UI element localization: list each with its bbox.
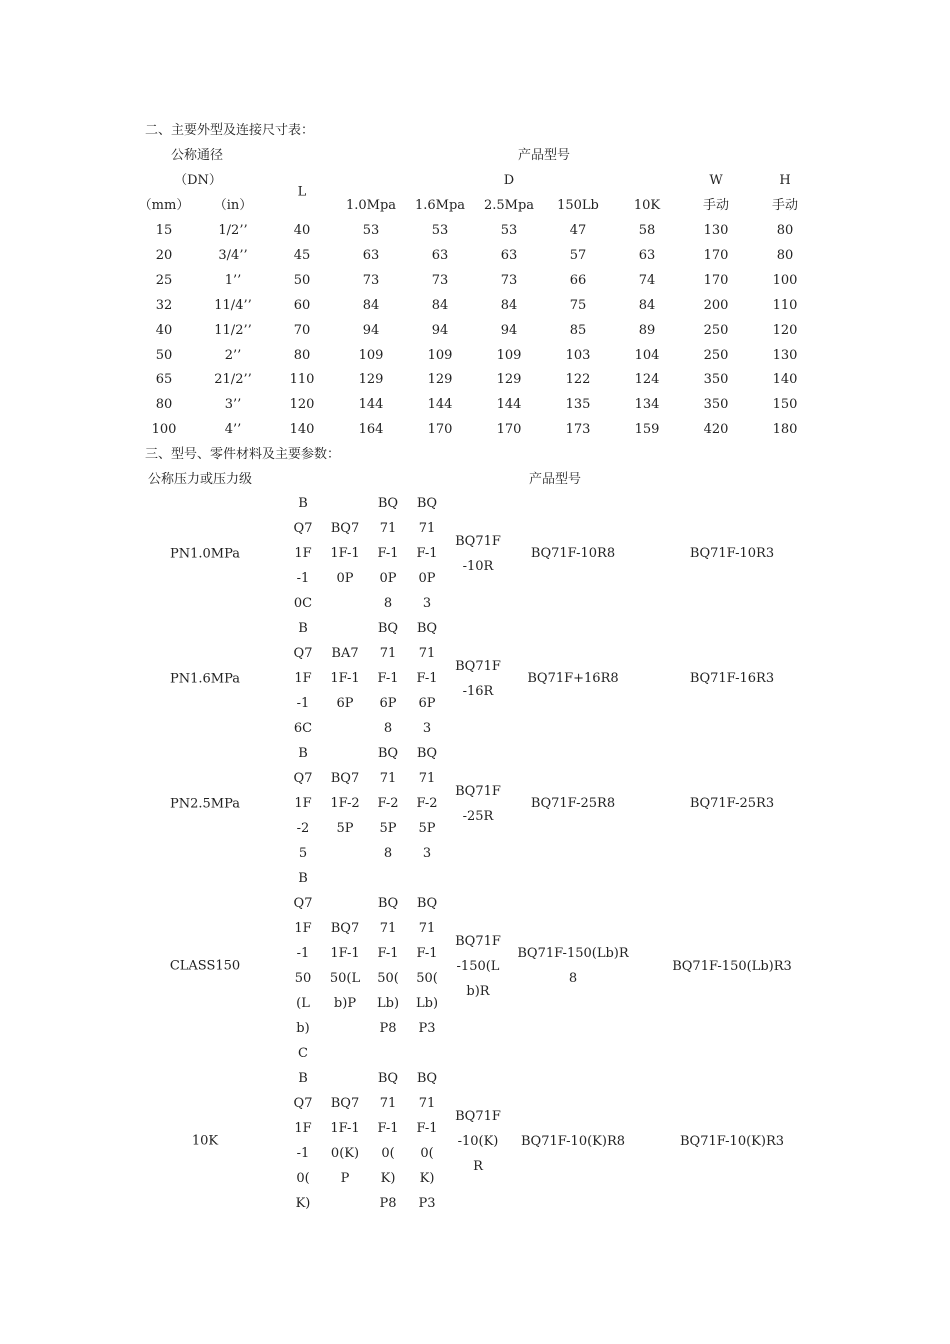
model-code-line: B bbox=[298, 746, 308, 761]
model-code-line: 0P bbox=[336, 571, 354, 586]
cell-d-10k: 58 bbox=[638, 223, 656, 238]
model-code-line: 71 bbox=[418, 771, 436, 786]
cell-d-16: 73 bbox=[431, 272, 449, 288]
d-150lb-header: 150Lb bbox=[557, 198, 599, 213]
model-code-line: F-1 bbox=[377, 671, 399, 686]
cell-dn-in: 1/2’’ bbox=[218, 223, 248, 238]
dn-header: （DN） bbox=[174, 173, 222, 188]
cell-l: 140 bbox=[289, 422, 315, 438]
model-code-line: BQ71F-16R3 bbox=[689, 671, 775, 686]
cell-d-10: 129 bbox=[358, 372, 384, 388]
model-code-line: P3 bbox=[418, 1196, 436, 1211]
cell-d-16: 94 bbox=[431, 322, 449, 338]
cell-dn-in: 11/4’’ bbox=[214, 297, 252, 313]
section3-title: 三、型号、零件材料及主要参数： bbox=[145, 447, 341, 462]
cell-d-10k: 124 bbox=[634, 372, 660, 388]
model-code-line: BQ7 bbox=[330, 1096, 360, 1111]
model-code-line: 5 bbox=[298, 846, 308, 861]
model-code-line: BQ71F-10R8 bbox=[530, 546, 616, 561]
model-cell-c5 bbox=[455, 779, 501, 829]
model-code-line: 6P bbox=[379, 696, 397, 711]
model-code-line: BQ bbox=[377, 1071, 399, 1086]
cell-w: 420 bbox=[703, 422, 729, 438]
mm-header: （mm） bbox=[138, 198, 190, 213]
model-cell-c7 bbox=[680, 1129, 784, 1154]
model-code-line: 1F bbox=[294, 671, 312, 686]
model-code-line: R bbox=[473, 1158, 483, 1174]
model-cell-c1 bbox=[294, 1066, 313, 1216]
model-code-line: F-1 bbox=[377, 946, 399, 961]
model-cell-c6 bbox=[531, 791, 615, 816]
cell-dn-in: 21/2’’ bbox=[214, 372, 252, 388]
d-25mpa-header: 2.5Mpa bbox=[483, 198, 535, 213]
cell-h: 110 bbox=[772, 297, 798, 313]
model-code-line: -150(L bbox=[456, 958, 500, 974]
cell-dn-mm: 65 bbox=[155, 372, 173, 388]
model-group-header: 产品型号 bbox=[517, 148, 571, 163]
model-code-line: 71 bbox=[418, 1096, 436, 1111]
cell-d-10: 73 bbox=[362, 272, 380, 288]
model-code-line: F-2 bbox=[377, 796, 399, 811]
model-code-line: B bbox=[298, 1071, 308, 1086]
model-cell-c4 bbox=[416, 616, 437, 741]
cell-w: 250 bbox=[703, 347, 729, 363]
cell-d-25: 94 bbox=[500, 322, 518, 338]
cell-d-10: 84 bbox=[362, 297, 380, 313]
model-code-line: BQ71F-10(K)R3 bbox=[679, 1133, 785, 1149]
model-code-line: F-1 bbox=[416, 1121, 438, 1136]
model-code-line: Q7 bbox=[293, 896, 313, 911]
model-cell-c6 bbox=[531, 541, 615, 566]
cell-h: 130 bbox=[772, 347, 798, 363]
cell-d-10: 109 bbox=[358, 347, 384, 363]
model-code-line: Q7 bbox=[293, 521, 313, 536]
model-cell-c1 bbox=[294, 866, 313, 1066]
model-code-line: K) bbox=[419, 1171, 435, 1186]
model-cell-c4 bbox=[416, 891, 438, 1041]
model-code-line: BQ71F-10R3 bbox=[689, 546, 775, 561]
cell-dn-in: 4’’ bbox=[224, 422, 242, 438]
cell-dn-mm: 32 bbox=[155, 297, 173, 313]
cell-l: 50 bbox=[293, 272, 311, 288]
h-header: H bbox=[779, 173, 791, 188]
model-code-line: 5P bbox=[379, 821, 397, 836]
model-code-line: F-1 bbox=[416, 946, 438, 961]
cell-d-16: 53 bbox=[431, 223, 449, 238]
cell-dn-mm: 25 bbox=[155, 272, 173, 288]
cell-d-10: 164 bbox=[358, 422, 384, 438]
cell-l: 120 bbox=[289, 397, 315, 413]
model-code-line: 1F bbox=[294, 921, 312, 936]
cell-d-150lb: 103 bbox=[565, 347, 591, 363]
cell-d-16: 129 bbox=[427, 372, 453, 388]
model-code-line: BQ bbox=[416, 896, 438, 911]
model-code-line: b) bbox=[296, 1021, 310, 1036]
model-code-line: 0(K) bbox=[330, 1146, 360, 1161]
cell-d-150lb: 57 bbox=[569, 247, 587, 263]
cell-w: 250 bbox=[703, 322, 729, 338]
model-cell-c5 bbox=[455, 529, 501, 579]
model-code-line: BQ71F bbox=[455, 783, 501, 799]
model-code-line: 50 bbox=[294, 971, 312, 986]
model-code-line: K) bbox=[295, 1196, 311, 1211]
model-code-line: (L bbox=[296, 996, 310, 1011]
model-code-line: BQ bbox=[377, 896, 399, 911]
model-code-line: 1F bbox=[294, 796, 312, 811]
cell-d-150lb: 85 bbox=[569, 322, 587, 338]
model-code-line: b)P bbox=[333, 996, 357, 1011]
model-code-line: 0( bbox=[420, 1146, 434, 1161]
model-cell-c2 bbox=[330, 641, 359, 716]
model-code-line: B bbox=[298, 496, 308, 511]
cell-h: 80 bbox=[776, 223, 794, 238]
model-code-line: 1F-1 bbox=[330, 1121, 360, 1136]
model-cell-c1 bbox=[294, 616, 313, 741]
model-code-line: BQ71F bbox=[455, 933, 501, 949]
model-cell-c7 bbox=[690, 791, 774, 816]
model-code-line: BQ71F-25R8 bbox=[530, 796, 616, 811]
model-code-line: BQ7 bbox=[330, 921, 360, 936]
model-code-line: BQ71F+16R8 bbox=[527, 671, 619, 686]
section2-title: 二、主要外型及连接尺寸表： bbox=[145, 123, 315, 138]
model-cell-c7 bbox=[690, 541, 774, 566]
model-code-line: 50(L bbox=[329, 971, 361, 986]
cell-dn-in: 3’’ bbox=[224, 397, 242, 413]
cell-d-10k: 63 bbox=[638, 247, 656, 263]
model-code-line: BQ71F-150(Lb)R3 bbox=[672, 958, 792, 974]
cell-d-150lb: 173 bbox=[565, 422, 591, 438]
cell-d-10k: 104 bbox=[634, 347, 660, 363]
model-code-line: F-1 bbox=[416, 671, 438, 686]
model-code-line: 8 bbox=[383, 846, 393, 861]
model-cell-c2 bbox=[330, 1091, 359, 1191]
cell-d-10: 63 bbox=[362, 247, 380, 263]
model-code-line: 3 bbox=[422, 846, 432, 861]
model-code-line: 71 bbox=[418, 921, 436, 936]
model-code-line: 71 bbox=[379, 521, 397, 536]
model-code-line: F-1 bbox=[377, 1121, 399, 1136]
model-cell-c5 bbox=[455, 929, 501, 1004]
pressure-class-label: CLASS150 bbox=[169, 958, 241, 974]
model-code-line: 1F-1 bbox=[330, 671, 360, 686]
model-code-line: 8 bbox=[568, 971, 578, 986]
l-header: L bbox=[297, 184, 307, 200]
cell-d-10: 94 bbox=[362, 322, 380, 338]
cell-h: 180 bbox=[772, 422, 798, 438]
model-code-line: 0( bbox=[296, 1171, 310, 1186]
model-code-line: BQ bbox=[416, 496, 438, 511]
cell-d-150lb: 66 bbox=[569, 272, 587, 288]
model-code-line: 71 bbox=[379, 771, 397, 786]
cell-w: 350 bbox=[703, 397, 729, 413]
cell-d-25: 63 bbox=[500, 247, 518, 263]
cell-d-25: 170 bbox=[496, 422, 522, 438]
model-cell-c3 bbox=[377, 891, 399, 1041]
d-16mpa-header: 1.6Mpa bbox=[414, 198, 466, 213]
cell-h: 150 bbox=[772, 397, 798, 413]
cell-dn-in: 1’’ bbox=[224, 272, 242, 288]
model-code-line: -10R bbox=[462, 558, 494, 574]
model-code-line: 50( bbox=[416, 971, 438, 986]
cell-l: 60 bbox=[293, 297, 311, 313]
model-code-line: BQ bbox=[377, 621, 399, 636]
cell-dn-mm: 80 bbox=[155, 397, 173, 413]
model-code-line: 0P bbox=[379, 571, 397, 586]
model-code-line: F-1 bbox=[416, 546, 438, 561]
model-code-line: 5P bbox=[418, 821, 436, 836]
model-code-line: P8 bbox=[379, 1196, 397, 1211]
w-header: W bbox=[709, 173, 723, 188]
model-code-line: BQ bbox=[416, 1071, 438, 1086]
model-code-line: BQ bbox=[416, 621, 438, 636]
model-cell-c2 bbox=[330, 766, 359, 841]
model-code-line: 71 bbox=[418, 646, 436, 661]
model-code-line: F-2 bbox=[416, 796, 438, 811]
model-code-line: Lb) bbox=[376, 996, 400, 1011]
cell-d-10k: 74 bbox=[638, 272, 656, 288]
pressure-class-label: PN1.6MPa bbox=[169, 671, 241, 686]
in-header: （in） bbox=[213, 198, 253, 213]
model-code-line: 50( bbox=[377, 971, 399, 986]
dn-group-header: 公称通径 bbox=[171, 148, 224, 163]
model-code-line: BQ7 bbox=[330, 521, 360, 536]
model-code-line: P bbox=[340, 1171, 350, 1186]
model-cell-c3 bbox=[377, 616, 398, 741]
model-cell-c7 bbox=[690, 666, 774, 691]
model-code-line: 0C bbox=[293, 596, 313, 611]
cell-d-16: 63 bbox=[431, 247, 449, 263]
cell-d-16: 84 bbox=[431, 297, 449, 313]
model-code-line: 1F bbox=[294, 1121, 312, 1136]
model-cell-c3 bbox=[377, 1066, 398, 1216]
cell-h: 100 bbox=[772, 272, 798, 288]
cell-l: 40 bbox=[293, 223, 311, 238]
d-header: D bbox=[503, 173, 515, 188]
model-code-line: 71 bbox=[379, 1096, 397, 1111]
model-code-line: BQ71F-150(Lb)R bbox=[517, 946, 629, 961]
h-manual-header: 手动 bbox=[771, 198, 799, 213]
model-code-line: 1F-1 bbox=[330, 546, 360, 561]
pressure-header: 公称压力或压力级 bbox=[148, 472, 253, 487]
cell-d-150lb: 47 bbox=[569, 223, 587, 238]
cell-h: 140 bbox=[772, 372, 798, 388]
cell-d-16: 144 bbox=[427, 397, 453, 413]
cell-l: 110 bbox=[289, 372, 315, 388]
model-code-line: 3 bbox=[422, 596, 432, 611]
w-manual-header: 手动 bbox=[702, 198, 730, 213]
cell-d-25: 73 bbox=[500, 272, 518, 288]
cell-d-25: 84 bbox=[500, 297, 518, 313]
cell-d-16: 170 bbox=[427, 422, 453, 438]
model-code-line: BQ71F bbox=[455, 533, 501, 549]
model-code-line: 1F bbox=[294, 546, 312, 561]
cell-d-10k: 89 bbox=[638, 322, 656, 338]
cell-l: 45 bbox=[293, 247, 311, 263]
model-code-line: 71 bbox=[379, 646, 397, 661]
cell-d-10: 144 bbox=[358, 397, 384, 413]
model-code-line: 8 bbox=[383, 721, 393, 736]
model-code-line: Lb) bbox=[415, 996, 439, 1011]
model-code-line: -10(K) bbox=[457, 1133, 499, 1149]
cell-w: 130 bbox=[703, 223, 729, 238]
model-cell-c4 bbox=[416, 491, 437, 616]
cell-dn-mm: 50 bbox=[155, 347, 173, 363]
model-cell-c3 bbox=[377, 491, 398, 616]
d-1mpa-header: 1.0Mpa bbox=[345, 198, 397, 213]
pressure-class-label: PN1.0MPa bbox=[169, 546, 241, 561]
model-cell-c6 bbox=[521, 1129, 625, 1154]
model-cell-c4 bbox=[416, 741, 437, 866]
cell-dn-in: 3/4’’ bbox=[218, 247, 248, 263]
cell-d-10k: 134 bbox=[634, 397, 660, 413]
cell-dn-mm: 100 bbox=[151, 422, 177, 438]
cell-dn-in: 2’’ bbox=[224, 347, 242, 363]
cell-d-150lb: 135 bbox=[565, 397, 591, 413]
cell-dn-in: 11/2’’ bbox=[214, 322, 252, 338]
cell-w: 350 bbox=[703, 372, 729, 388]
model-code-line: 1F-1 bbox=[330, 946, 360, 961]
model-code-line: 5P bbox=[336, 821, 354, 836]
cell-dn-mm: 20 bbox=[155, 247, 173, 263]
model-code-line: Q7 bbox=[293, 771, 313, 786]
model-code-line: b)R bbox=[466, 983, 490, 999]
cell-dn-mm: 40 bbox=[155, 322, 173, 338]
cell-w: 170 bbox=[703, 247, 729, 263]
cell-l: 70 bbox=[293, 322, 311, 338]
model-code-line: -1 bbox=[296, 696, 310, 711]
model-cell-c2 bbox=[330, 916, 360, 1016]
model-code-line: 6C bbox=[293, 721, 313, 736]
model-code-line: 8 bbox=[383, 596, 393, 611]
model-code-line: 0P bbox=[418, 571, 436, 586]
model-cell-c2 bbox=[330, 516, 359, 591]
model-code-line: BQ bbox=[377, 496, 399, 511]
model-code-line: -1 bbox=[296, 946, 310, 961]
model-code-line: BQ71F bbox=[455, 1108, 501, 1124]
cell-d-150lb: 122 bbox=[565, 372, 591, 388]
model-cell-c7 bbox=[672, 954, 792, 979]
cell-d-150lb: 75 bbox=[569, 297, 587, 313]
cell-d-16: 109 bbox=[427, 347, 453, 363]
model-code-line: BQ bbox=[416, 746, 438, 761]
model-code-line: BQ71F-10(K)R8 bbox=[520, 1133, 626, 1149]
model-code-line: -25R bbox=[462, 808, 494, 824]
model-code-line: 6P bbox=[336, 696, 354, 711]
model-code-line: Q7 bbox=[293, 1096, 313, 1111]
model-code-line: C bbox=[298, 1046, 308, 1061]
model-code-line: BQ71F bbox=[455, 658, 501, 674]
model-code-line: 71 bbox=[418, 521, 436, 536]
model-cell-c1 bbox=[294, 741, 313, 866]
model-cell-c6 bbox=[517, 941, 628, 991]
model-code-line: 0( bbox=[381, 1146, 395, 1161]
model-code-line: BA7 bbox=[331, 646, 359, 661]
model-code-line: B bbox=[298, 621, 308, 636]
model-code-line: Q7 bbox=[293, 646, 313, 661]
model-code-line: -2 bbox=[296, 821, 310, 836]
model-code-line: F-1 bbox=[377, 546, 399, 561]
model-code-line: -1 bbox=[296, 571, 310, 586]
cell-d-10: 53 bbox=[362, 223, 380, 238]
pressure-class-label: PN2.5MPa bbox=[169, 796, 241, 811]
cell-h: 80 bbox=[776, 247, 794, 263]
d-10k-header: 10K bbox=[633, 198, 661, 213]
model-code-line: -1 bbox=[296, 1146, 310, 1161]
model-cell-c3 bbox=[377, 741, 398, 866]
model-code-line: -16R bbox=[462, 683, 494, 699]
cell-w: 170 bbox=[703, 272, 729, 288]
model-cell-c6 bbox=[527, 666, 618, 691]
cell-d-10k: 159 bbox=[634, 422, 660, 438]
model-code-line: B bbox=[298, 871, 308, 886]
cell-d-25: 53 bbox=[500, 223, 518, 238]
model-code-line: 3 bbox=[422, 721, 432, 736]
model-code-line: K) bbox=[380, 1171, 396, 1186]
model-code-line: BQ7 bbox=[330, 771, 360, 786]
model-header: 产品型号 bbox=[528, 472, 582, 487]
cell-d-25: 144 bbox=[496, 397, 522, 413]
cell-w: 200 bbox=[703, 297, 729, 313]
model-code-line: BQ71F-25R3 bbox=[689, 796, 775, 811]
cell-d-25: 109 bbox=[496, 347, 522, 363]
model-cell-c1 bbox=[294, 491, 313, 616]
pressure-class-label: 10K bbox=[191, 1133, 219, 1149]
cell-d-10k: 84 bbox=[638, 297, 656, 313]
model-cell-c4 bbox=[416, 1066, 437, 1216]
cell-d-25: 129 bbox=[496, 372, 522, 388]
model-code-line: P3 bbox=[418, 1021, 436, 1036]
cell-h: 120 bbox=[772, 322, 798, 338]
model-code-line: BQ bbox=[377, 746, 399, 761]
cell-dn-mm: 15 bbox=[155, 223, 173, 238]
model-code-line: 71 bbox=[379, 921, 397, 936]
model-code-line: P8 bbox=[379, 1021, 397, 1036]
model-code-line: 1F-2 bbox=[330, 796, 360, 811]
cell-l: 80 bbox=[293, 347, 311, 363]
model-cell-c5 bbox=[455, 654, 501, 704]
model-cell-c5 bbox=[455, 1104, 501, 1179]
model-code-line: 6P bbox=[418, 696, 436, 711]
